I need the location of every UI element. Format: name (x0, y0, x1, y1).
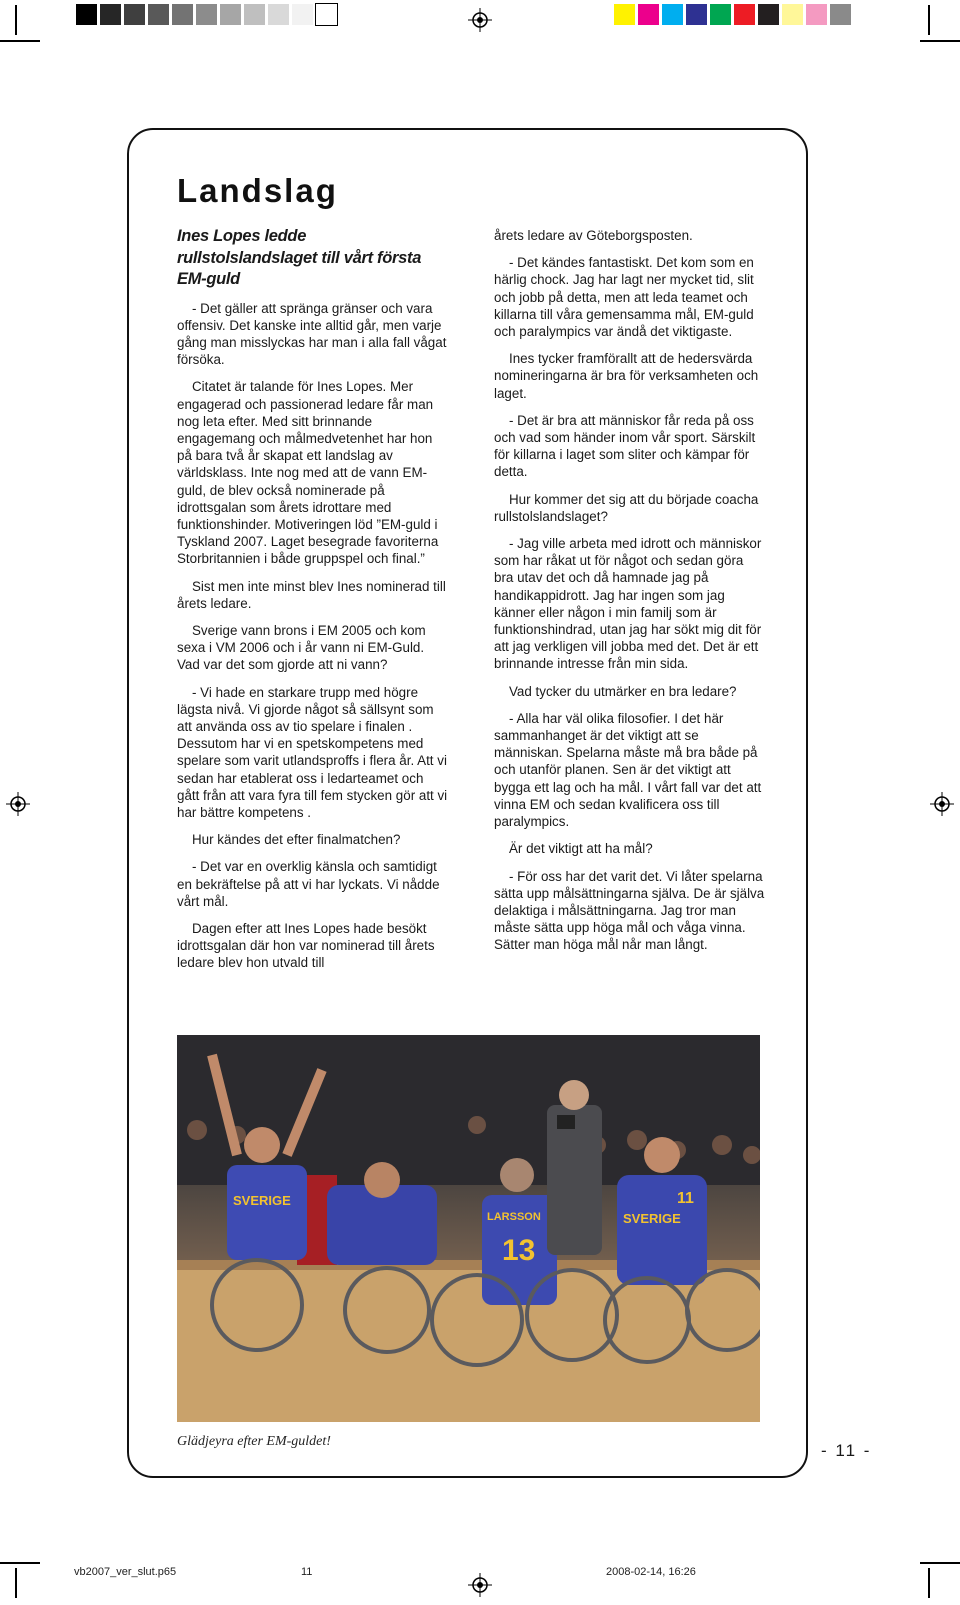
interview-question: Vad tycker du utmärker en bra ledare? (509, 683, 737, 699)
crop-mark (15, 1568, 17, 1598)
crop-mark (920, 40, 960, 42)
color-swatch (830, 4, 851, 25)
interview-question: Sverige vann brons i EM 2005 och kom sexa i VM 2006 och i år vann ni EM-Guld. Vad var det som gjorde att ni vann? (177, 622, 426, 673)
color-swatch (244, 4, 265, 25)
registration-mark-icon (468, 1573, 492, 1597)
color-swatch (710, 4, 731, 25)
color-swatch (76, 4, 97, 25)
registration-mark-icon (6, 792, 30, 816)
paragraph: - Vi hade en starkare trupp med högre lägsta nivå. Vi gjorde något så sällsynt som att använda oss av tio spelare i finalen . Dessutom har vi en spetskompetens med spelare som varit utlandsproffs i flera år. Att vi sedan har etablerat oss i ledarteamet och gått från att vara fyra till fem stycken gör att vi har bättre kompetens . (177, 684, 448, 820)
color-swatch (196, 4, 217, 25)
color-swatch (148, 4, 169, 25)
interview-question: Hur kändes det efter finalmatchen? (192, 832, 401, 848)
paragraph: Dagen efter att Ines Lopes hade besökt idrottsgalan där hon var nominerad till årets ledare blev hon utvald till (177, 921, 435, 971)
jersey-text: 13 (502, 1234, 536, 1267)
photo-illustration (177, 1035, 760, 1422)
color-swatch (268, 4, 289, 25)
paragraph: - Alla har väl olika filosofier. I det här sammanhanget är det viktigt att se människan. Spelarna måste må bra både på och utanför planen. Sen är det viktigt att bygga ett lag och ha mål. I vårt fall var det att vinna EM och sedan kvalificera oss till paralympics. (494, 710, 762, 830)
paragraph: - Det kändes fantastiskt. Det kom som en härlig chock. Jag har lagt ner mycket tid, slit och jobb på detta, men att leda teamet och killarna till våra gemensamma mål, EM-guld och paralympics var ändå det viktigaste. (494, 255, 754, 340)
color-swatch (124, 4, 145, 25)
crop-mark (928, 5, 930, 35)
crop-mark (0, 40, 40, 42)
footer-timestamp: 2008-02-14, 16:26 (606, 1566, 696, 1578)
paragraph: årets ledare av Göteborgsposten. (494, 228, 693, 243)
footer-filename: vb2007_ver_slut.p65 (74, 1566, 177, 1578)
registration-mark-icon (930, 792, 954, 816)
paragraph: - För oss har det varit det. Vi låter spelarna sätta upp målsättningarna själva. De är själva delaktiga i målsättningarna. Jag tror man måste sätta upp höga mål och våga vinna. Sätter man höga mål når man långt. (494, 868, 765, 953)
color-swatch (172, 4, 193, 25)
color-swatch (662, 4, 683, 25)
paragraph: - Det gäller att spränga gränser och vara offensiv. Det kanske inte alltid går, men varje gång man misslyckas har man i alla fall vågat försöka. (177, 300, 447, 368)
article-lead: Ines Lopes ledde rullstolslandslaget till vårt första EM-guld (177, 227, 422, 288)
jersey-text: 11 (677, 1190, 694, 1207)
jersey-text: SVERIGE (233, 1193, 291, 1208)
color-swatch (686, 4, 707, 25)
article-column-2 (494, 227, 766, 964)
interview-question: Hur kommer det sig att du började coacha rullstolslandslaget? (494, 491, 759, 524)
color-swatch (638, 4, 659, 25)
crop-mark (920, 1562, 960, 1564)
paragraph: - Det är bra att människor får reda på oss och vad som händer inom vår sport. Särskilt för killarna i laget som sliter och kämpar för detta. (494, 412, 756, 480)
interview-question: Är det viktigt att ha mål? (509, 841, 653, 857)
color-swatch (734, 4, 755, 25)
team-celebration-photo (177, 1035, 760, 1422)
jersey-text: LARSSON (487, 1211, 541, 1223)
section-heading: Landslag (177, 172, 338, 209)
paragraph: Citatet är talande för Ines Lopes. Mer engagerad och passionerad ledare får man nog leta efter. Med sitt brinnande engagemang och målmedvetenhet har hon på bara två år skapat ett landslag av världsklass. Inte nog med att de vann EM-guld, de blev också nominerade på idrottsgalan som årets idrottare med funktionshinder. Motiveringen löd ”EM-guld i Tyskland 2007. Laget besegrade favoriterna Storbritannien i både gruppspel och final.” (177, 379, 439, 567)
color-swatch (220, 4, 241, 25)
color-swatch (806, 4, 827, 25)
paragraph: Ines tycker framförallt att de hedersvärda nomineringarna är bra för verksamheten och laget. (494, 351, 759, 401)
article-column-1 (177, 226, 449, 982)
color-swatch (316, 4, 337, 25)
registration-mark-icon (468, 8, 492, 32)
crop-mark (0, 1562, 40, 1564)
paragraph: - Det var en overklig känsla och samtidigt en bekräftelse på att vi har lyckats. Vi nådde vårt mål. (177, 859, 440, 909)
color-swatch (758, 4, 779, 25)
color-swatch (100, 4, 121, 25)
page-number: - 11 - (821, 1441, 872, 1460)
color-swatch (782, 4, 803, 25)
jersey-text: SVERIGE (623, 1211, 681, 1226)
photo-caption: Glädjeyra efter EM-guldet! (177, 1434, 331, 1449)
paragraph: Sist men inte minst blev Ines nominerad till årets ledare. (177, 578, 446, 611)
paragraph: - Jag ville arbeta med idrott och människor som har råkat ut för något och sedan göra bra utav det och då hamnade jag på handikappidrott. Jag har ingen som jag känner eller någon i min familj som är funktionshindrad, utan jag har sökt mig dit för att jag verkligen vill jobba med det. Det är ett brinnande intresse från min sida. (494, 536, 762, 672)
crop-mark (15, 5, 17, 35)
color-swatch (292, 4, 313, 25)
color-swatch (614, 4, 635, 25)
footer-page: 11 (301, 1566, 313, 1578)
crop-mark (928, 1568, 930, 1598)
